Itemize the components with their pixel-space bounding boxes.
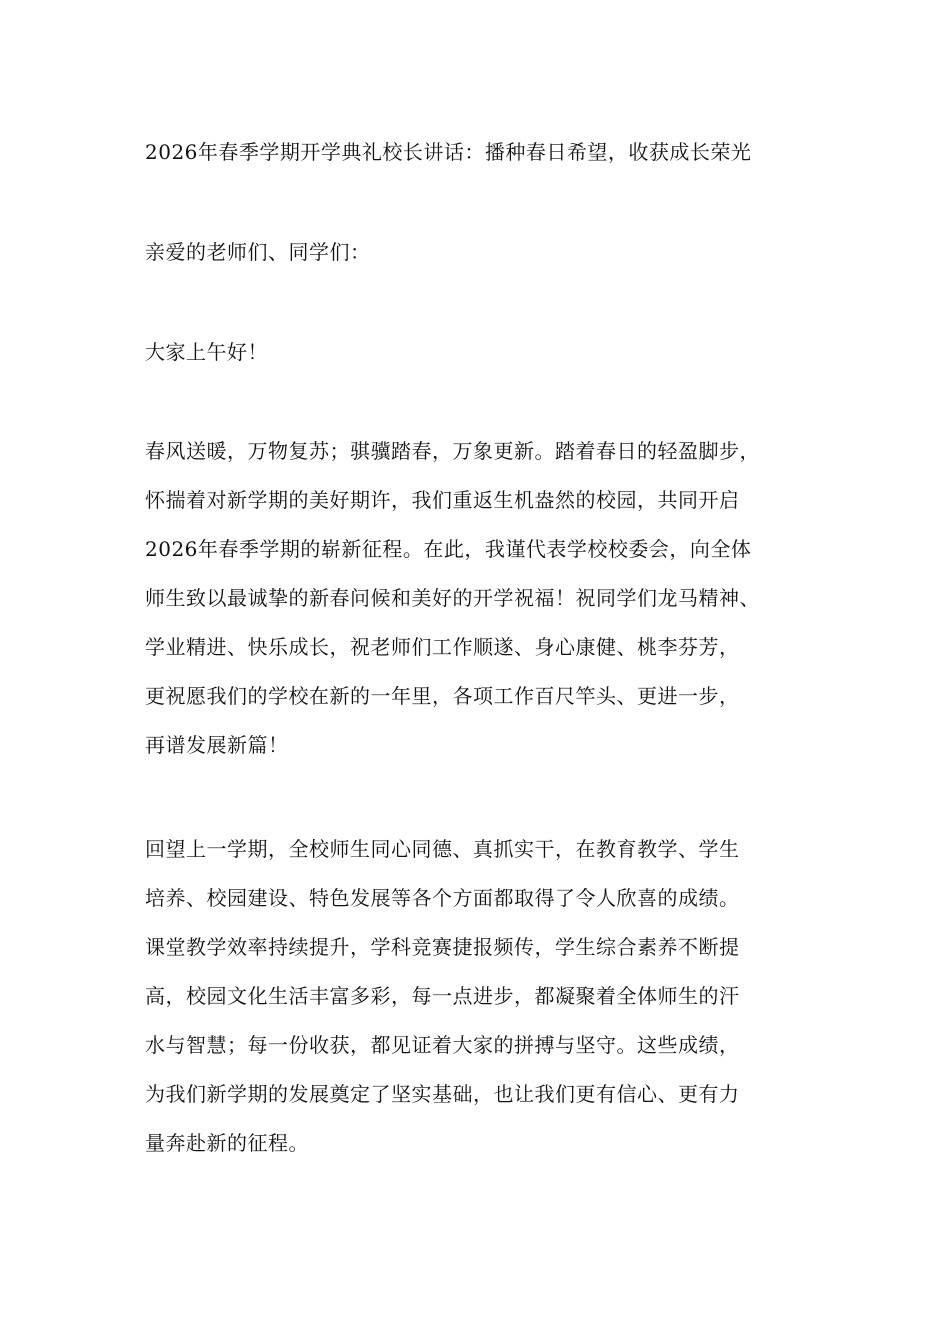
paragraph-line: 学业精进、快乐成长，祝老师们工作顺遂、身心康健、桃李芬芳， [145, 635, 740, 659]
greeting: 大家上午好！ [145, 340, 268, 364]
paragraph-line: 怀揣着对新学期的美好期许，我们重返生机盎然的校园，共同开启 [145, 488, 740, 512]
paragraph-line: 2026年春季学期的崭新征程。在此，我谨代表学校校委会，向全体 [145, 537, 752, 561]
document-title: 2026年春季学期开学典礼校长讲话：播种春日希望，收获成长荣光 [145, 140, 752, 164]
paragraph-line: 回望上一学期，全校师生同心同德、真抓实干，在教育教学、学生 [145, 837, 740, 861]
paragraph-line: 师生致以最诚挚的新春问候和美好的开学祝福！祝同学们龙马精神、 [145, 586, 760, 610]
paragraph-line: 高，校园文化生活丰富多彩，每一点进步，都凝聚着全体师生的汗 [145, 984, 740, 1008]
paragraph-line: 更祝愿我们的学校在新的一年里，各项工作百尺竿头、更进一步， [145, 684, 740, 708]
paragraph-opening [145, 436, 760, 779]
salutation: 亲爱的老师们、同学们： [145, 240, 371, 264]
paragraph-line: 再谱发展新篇！ [145, 733, 289, 757]
paragraph-line: 春风送暖，万物复苏；骐骥踏春，万象更新。踏着春日的轻盈脚步， [145, 439, 760, 463]
paragraph-line: 水与智慧；每一份收获，都见证着大家的拼搏与坚守。这些成绩， [145, 1033, 740, 1057]
paragraph-line: 培养、校园建设、特色发展等各个方面都取得了令人欣喜的成绩。 [145, 886, 740, 910]
paragraph-line: 为我们新学期的发展奠定了坚实基础，也让我们更有信心、更有力 [145, 1082, 740, 1106]
paragraph-review [145, 834, 740, 1177]
paragraph-line: 课堂教学效率持续提升，学科竞赛捷报频传，学生综合素养不断提 [145, 935, 740, 959]
paragraph-line: 量奔赴新的征程。 [145, 1131, 309, 1155]
